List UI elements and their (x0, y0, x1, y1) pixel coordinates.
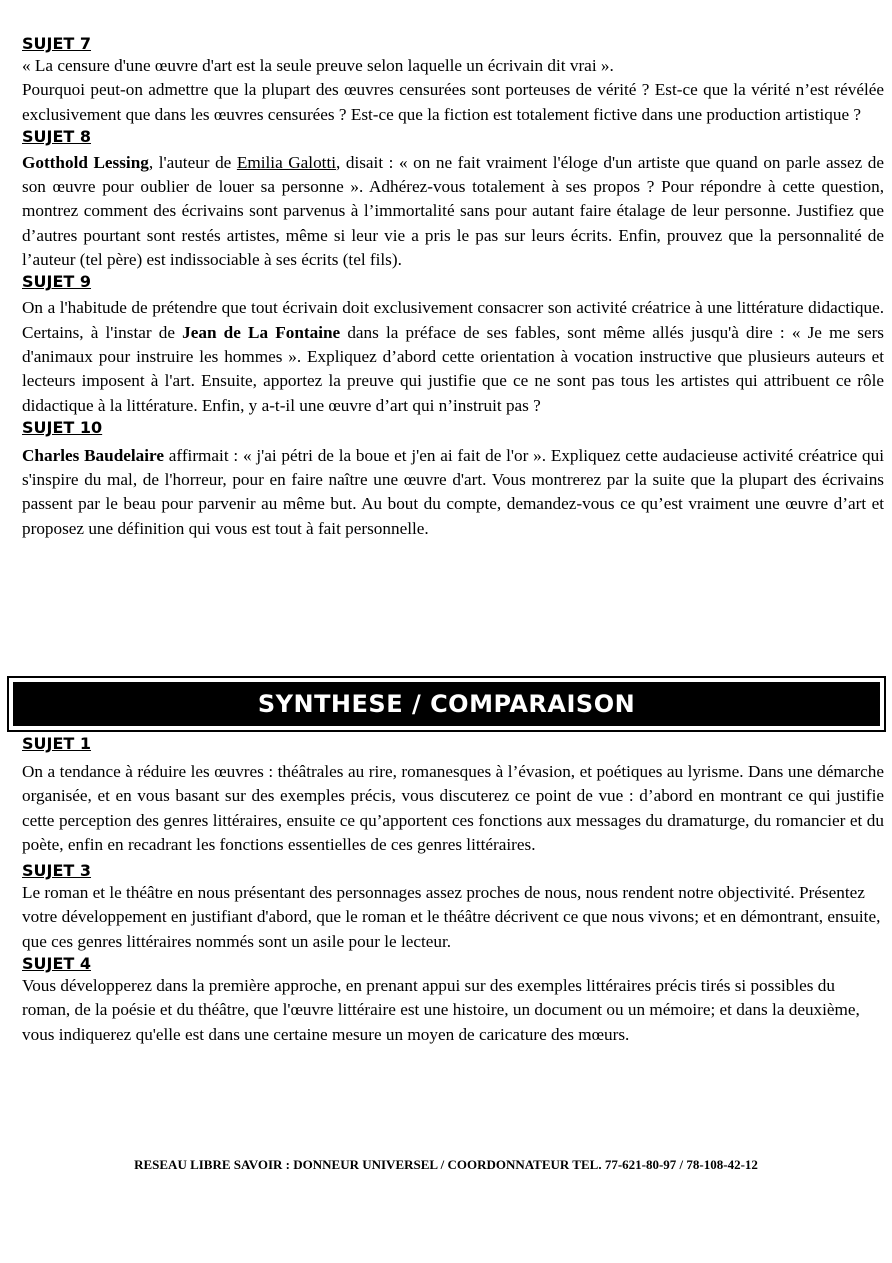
synthese-sujet-4-heading: SUJET 4 (22, 954, 92, 974)
section-banner-fill (13, 682, 880, 726)
sujet-7-heading: SUJET 7 (22, 34, 92, 53)
sujet-8-author: Gotthold Lessing (22, 152, 149, 172)
sujet-8-heading: SUJET 8 (22, 126, 92, 146)
synthese-sujet-1-heading: SUJET 1 (22, 734, 92, 753)
synthese-section (22, 734, 884, 1047)
synthese-sujet-3-heading: SUJET 3 (22, 861, 92, 881)
synthese-sujet-4-body: Vous développerez dans la première approche, en prenant appui sur des exemples littéraires précis tirés si possibles du roman, de la poésie et du théâtre, que l'œuvre littéraire est une histoire, un document ou un mémoire; et dans la deuxième, vous indiquerez qu'elle est dans une certaine mesure un moyen de caricature des mœurs. (22, 976, 860, 1044)
sujet-9-heading: SUJET 9 (22, 272, 92, 292)
sujet-10-author: Charles Baudelaire (22, 445, 164, 465)
section-banner (7, 676, 886, 732)
dissertation-section (22, 34, 884, 541)
section-banner-title: SYNTHESE / COMPARAISON (257, 690, 636, 718)
sujet-9-text-b: dans la préface de ses fables, sont même allés jusqu'à dire : « Je me sers d'animaux pour instruire les hommes ». Expliquez d’abord cette orientation à vocation instructive que plusieurs auteurs et lecteurs imposent à l'art. Ensuite, apportez la preuve qui justifie que ce ne sont pas tous les artistes qui attribuent ce rôle didactique à la littérature. Enfin, y a-t-il une œuvre d’art qui n’instruit pas ? (22, 322, 884, 415)
synthese-sujet-1-body: On a tendance à réduire les œuvres : théâtrales au rire, romanesques à l’évasion, et poétiques au lyrisme. Dans une démarche organisée, et en vous basant sur des exemples précis, vous discuterez ce point de vue : d’abord en montrant ce qui justifie cette perception des genres littéraires, ensuite ce qu’apportent ces fonctions aux messages du dramaturge, du romancier et du poète, enfin en recadrant les fonctions essentielles de ces genres littéraires. (22, 762, 884, 854)
sujet-8-text-b: , disait : « on ne fait vraiment l'éloge d'un artiste que quand on parle assez de son œuvre pour oublier de louer sa personne ». Adhérez-vous totalement à ses propos ? Pour répondre à cette question, montrez comment des écrivains sont parvenus à l’immortalité sans pour autant faire étalage de leur personne. Justifiez que d’autres pourtant sont restés artistes, même si leur vie a pris le pas sur leurs écrits. Enfin, prouvez que la personnalité de l’auteur (tel père) est indissociable à ses écrits (tel fils). (22, 152, 885, 270)
sujet-10-text: affirmait : « j'ai pétri de la boue et j'en ai fait de l'or ». Expliquez cette audacieuse activité créatrice qui s'inspire du mal, de l'horreur, pour en faire naître une œuvre d'art. Vous montrerez par la suite que la plupart des écrivains passent par le beau pour parvenir au même but. Au bout du compte, demandez-vous ce qu’est vraiment une œuvre d’art et proposez une définition qui vous est tout à fait personnelle. (22, 445, 884, 538)
synthese-sujet-3-body: Le roman et le théâtre en nous présentant des personnages assez proches de nous, nous rendent notre objectivité. Présentez votre développement en justifiant d'abord, que le roman et le théâtre décrivent ce que nous vivons; et en démontrant, ensuite, que ces genres littéraires nommés sont un asile pour le lecteur. (22, 883, 881, 951)
sujet-10-body (22, 444, 884, 541)
sujet-9-text-a: On a l'habitude de prétendre que tout écrivain doit exclusivement consacrer son activité créatrice à une littérature didactique. Certains, à l'instar de (22, 298, 884, 342)
sujet-9-body (22, 296, 884, 417)
sujet-7-quote: « La censure d'une œuvre d'art est la seule preuve selon laquelle un écrivain dit vrai ». (22, 56, 614, 75)
sujet-8-body (22, 151, 884, 272)
page-footer: RESEAU LIBRE SAVOIR : DONNEUR UNIVERSEL / COORDONNATEUR TEL. 77-621-80-97 / 78-108-42-12 (134, 1157, 758, 1172)
sujet-10-heading: SUJET 10 (22, 417, 103, 437)
sujet-8-text-a: , l'auteur de (148, 152, 237, 172)
sujet-9-author: Jean de La Fontaine (182, 322, 341, 342)
sujet-7-body: Pourquoi peut-on admettre que la plupart des œuvres censurées sont porteuses de vérité ? Est-ce que la vérité n’est révélée exclusivement que dans les œuvres censurées ? Est-ce que la fiction est totalement fictive dans une production artistique ? (22, 80, 884, 124)
sujet-8-work-title: Emilia Galotti (236, 152, 336, 172)
